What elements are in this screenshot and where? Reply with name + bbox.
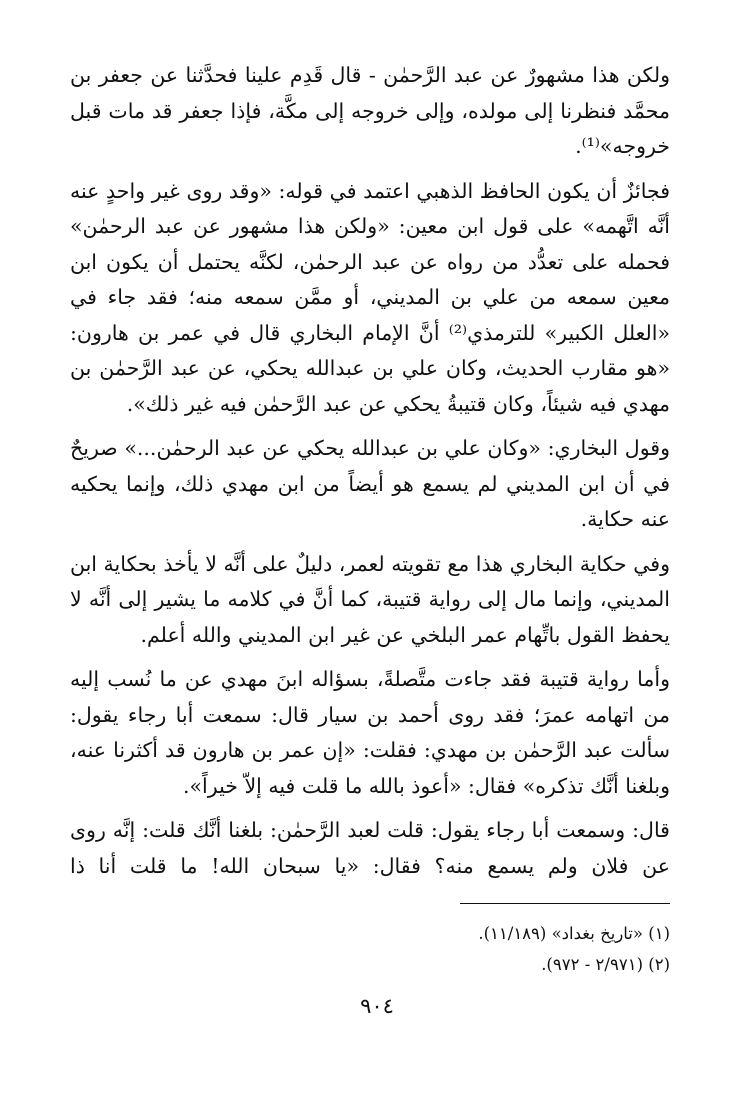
page-number: ٩٠٤ xyxy=(360,994,394,1018)
footnote-2: (٢) (٢/٩٧١ - ٩٧٢). xyxy=(541,955,670,974)
paragraph-3: وقول البخاري: «وكان علي بن عبدالله يحكي عن عبد الرحمٰن...» صريحٌ في أن ابن المديني لم يسمع هو أيضاً من ابن مهدي ذلك، وإنما يحكيه عنه حكاية. xyxy=(70,436,670,531)
footnote-1: (١) «تاريخ بغداد» (١١/١٨٩). xyxy=(478,924,670,943)
paragraph-6: قال: وسمعت أبا رجاء يقول: قلت لعبد الرَّحمٰن: بلغنا أنَّك قلت: إنَّه روى عن فلان ولم يسمع منه؟ فقال: «يا سبحان الله! ما قلت أنا ذا xyxy=(70,818,670,878)
paragraph-1: ولكن هذا مشهورٌ عن عبد الرَّحمٰن - قال قَدِم علينا فحدَّثنا عن جعفر بن محمَّد فنظرنا إلى مولده، وإلى خروجه إلى مكَّة، فإذا جعفر قد مات قبل خروجه»⁽¹⁾. xyxy=(70,63,670,158)
paragraph-2: فجائزٌ أن يكون الحافظ الذهبي اعتمد في قوله: «وقد روى غير واحدٍ عنه أنَّه اتَّهمه» على قول ابن معين: «ولكن هذا مشهور عن عبد الرحمٰن» فحمله على تعدُّد من رواه عن عبد الرحمٰن، لكنَّه يحتمل أن يكون ابن معين سمعه من علي بن المديني، أو ممَّن سمعه منه؛ فقد جاء في «العلل الكبير» للترمذي⁽²⁾ أنَّ الإمام البخاري قال في عمر بن هارون: «هو مقارب الحديث، وكان علي بن عبدالله يحكي، عن عبد الرَّحمٰن بن مهدي فيه شيئاً، وكان قتيبةُ يحكي عن عبد الرَّحمٰن فيه غير ذلك». xyxy=(70,178,671,416)
footnote-divider xyxy=(460,903,670,904)
main-text xyxy=(70,58,670,884)
footnotes xyxy=(70,918,670,980)
paragraph-5: وأما رواية قتيبة فقد جاءت متَّصلةً، بسؤاله ابنَ مهدي عن ما نُسب إليه من اتهامه عمرَ؛ فقد روى أحمد بن سيار قال: سمعت أبا رجاء يقول: سألت عبد الرَّحمٰن بن مهدي: فقلت: «إن عمر بن هارون قد أكثرنا عنه، وبلغنا أنَّك تذكره» فقال: «أعوذ بالله ما قلت فيه إلاّ خيراً». xyxy=(70,667,670,798)
paragraph-4: وفي حكاية البخاري هذا مع تقويته لعمر، دليلٌ على أنَّه لا يأخذ بحكاية ابن المديني، وإنما مال إلى رواية قتيبة، كما أنَّ في كلامه ما يشير إلى أنَّه لا يحفظ القول باتِّهام عمر البلخي عن غير ابن المديني والله أعلم. xyxy=(70,551,670,647)
